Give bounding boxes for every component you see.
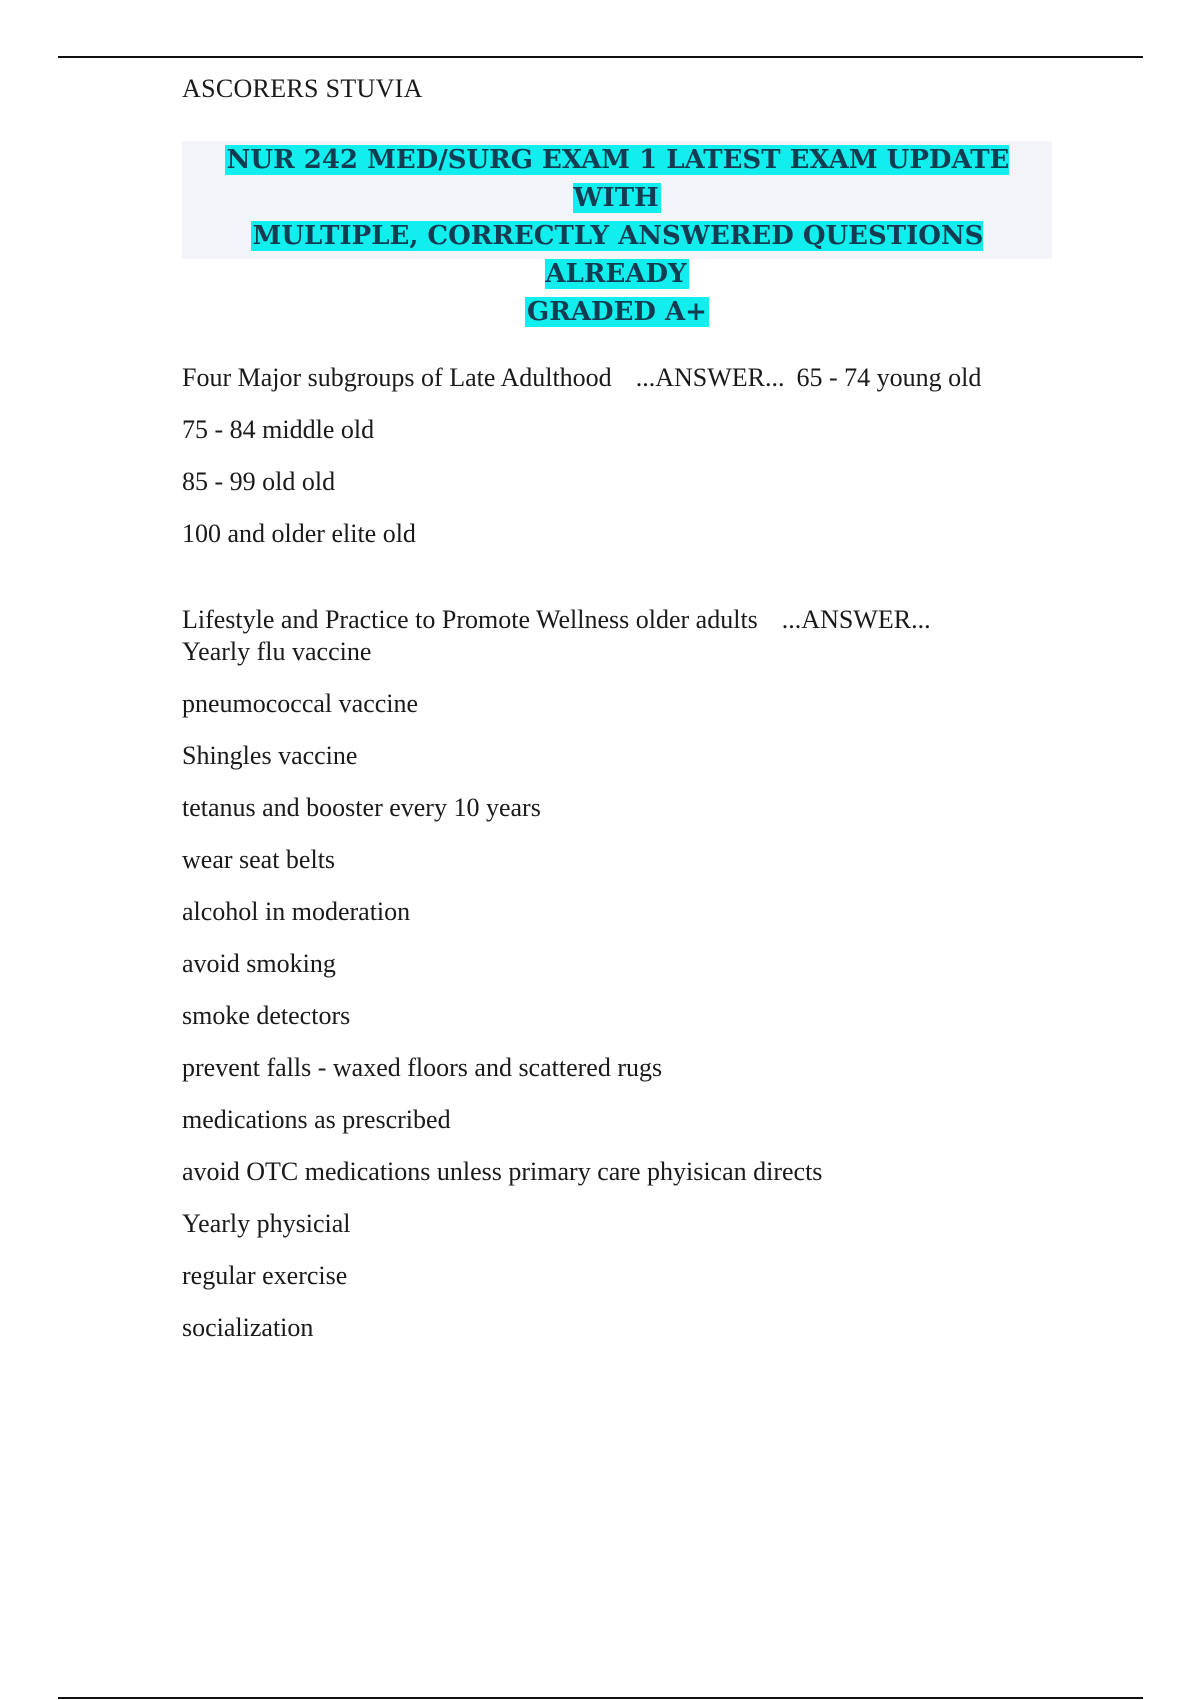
document-title [182, 141, 1052, 327]
qa-block-2 [182, 604, 1042, 1344]
answer-item: avoid OTC medications unless primary care phyisican directs [182, 1157, 823, 1186]
answer-item: 100 and older elite old [182, 519, 416, 548]
answer-item: prevent falls - waxed floors and scattered rugs [182, 1053, 663, 1082]
title-line-2: MULTIPLE, CORRECTLY ANSWERED QUESTIONS ALREADY [252, 221, 984, 289]
answer-item: smoke detectors [182, 1001, 351, 1030]
qa-question-line [182, 604, 1042, 668]
answer-marker: ...ANSWER... [781, 605, 931, 634]
answer-item: alcohol in moderation [182, 897, 411, 926]
answer-item: tetanus and booster every 10 years [182, 793, 541, 822]
qa-block-1 [182, 362, 1042, 550]
answer-item: medications as prescribed [182, 1105, 451, 1134]
answer-item: avoid smoking [182, 949, 336, 978]
answer-item: Shingles vaccine [182, 741, 358, 770]
answer-item: 75 - 84 middle old [182, 415, 375, 444]
document-header: ASCORERS STUVIA [182, 74, 423, 103]
answer-marker: ...ANSWER... [635, 363, 785, 392]
title-line-3: GRADED A+ [527, 297, 707, 327]
answer-item: regular exercise [182, 1261, 348, 1290]
question-text: Four Major subgroups of Late Adulthood [182, 363, 612, 392]
question-text: Lifestyle and Practice to Promote Wellness older adults [182, 605, 758, 634]
answer-item: socialization [182, 1313, 314, 1342]
answer-item: 85 - 99 old old [182, 467, 336, 496]
answer-item: pneumococcal vaccine [182, 689, 419, 718]
first-answer: Yearly flu vaccine [182, 637, 372, 666]
qa-question-line [182, 362, 1042, 394]
answer-item: Yearly physicial [182, 1209, 351, 1238]
first-answer: 65 - 74 young old [796, 363, 982, 392]
answer-item: wear seat belts [182, 845, 336, 874]
qa-content [182, 362, 1042, 1364]
bottom-divider [58, 1697, 1143, 1699]
top-divider [58, 56, 1143, 58]
title-line-1: NUR 242 MED/SURG EXAM 1 LATEST EXAM UPDATE WITH [226, 145, 1010, 213]
